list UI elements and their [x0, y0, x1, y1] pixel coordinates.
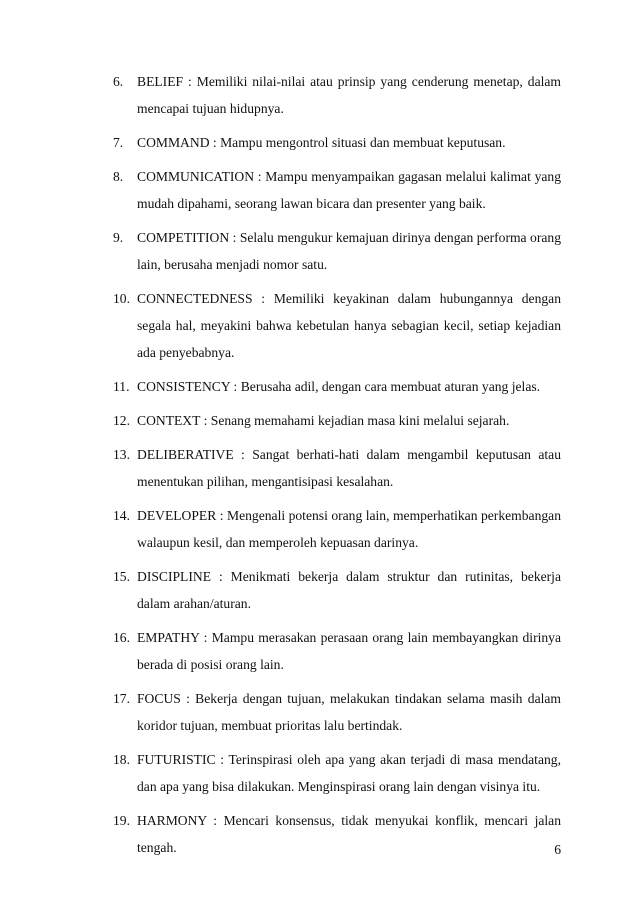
list-item: [113, 224, 561, 278]
list-item-text: EMPATHY : Mampu merasakan perasaan orang lain membayangkan dirinya berada di posisi orang lain.: [137, 630, 561, 672]
list-item: [113, 563, 561, 617]
list-item-number: 14.: [113, 508, 130, 523]
page-number: 6: [554, 842, 561, 857]
list-item: [113, 285, 561, 366]
list-item-number: 10.: [113, 291, 130, 306]
list-item-number: 16.: [113, 630, 130, 645]
list-item-text: COMPETITION : Selalu mengukur kemajuan dirinya dengan performa orang lain, berusaha menjadi nomor satu.: [137, 230, 561, 272]
list-item: [113, 624, 561, 678]
list-item: [113, 746, 561, 800]
list-item-number: 12.: [113, 413, 130, 428]
list-item: [113, 807, 561, 861]
list-item-text: DELIBERATIVE : Sangat berhati-hati dalam mengambil keputusan atau menentukan pilihan, mengantisipasi kesalahan.: [137, 447, 561, 489]
list-item-number: 13.: [113, 447, 130, 462]
list-item-number: 9.: [113, 230, 124, 245]
list-item-text: FOCUS : Bekerja dengan tujuan, melakukan tindakan selama masih dalam koridor tujuan, membuat prioritas lalu bertindak.: [137, 691, 561, 733]
list-item-text: BELIEF : Memiliki nilai-nilai atau prinsip yang cenderung menetap, dalam mencapai tujuan hidupnya.: [137, 74, 561, 116]
list-item-number: 17.: [113, 691, 130, 706]
list-item-number: 7.: [113, 135, 124, 150]
list-item-number: 19.: [113, 813, 130, 828]
list-item: [113, 441, 561, 495]
list-item: [113, 685, 561, 739]
list-item-text: DEVELOPER : Mengenali potensi orang lain, memperhatikan perkembangan walaupun kesil, dan memperoleh kepuasan darinya.: [137, 508, 561, 550]
list-item-text: COMMAND : Mampu mengontrol situasi dan membuat keputusan.: [137, 135, 506, 150]
list-item-number: 15.: [113, 569, 130, 584]
list-item: [113, 163, 561, 217]
list-item-text: CONSISTENCY : Berusaha adil, dengan cara membuat aturan yang jelas.: [137, 379, 541, 394]
list-item-number: 8.: [113, 169, 124, 184]
list-item-number: 6.: [113, 74, 124, 89]
list-item-text: CONNECTEDNESS : Memiliki keyakinan dalam hubungannya dengan segala hal, meyakini bahwa kebetulan hanya sebagian kecil, setiap kejadian ada penyebabnya.: [137, 291, 561, 360]
strengths-list: [113, 68, 561, 868]
list-item-text: DISCIPLINE : Menikmati bekerja dalam struktur dan rutinitas, bekerja dalam arahan/aturan.: [137, 569, 561, 611]
list-item: [113, 407, 561, 434]
list-item-text: FUTURISTIC : Terinspirasi oleh apa yang akan terjadi di masa mendatang, dan apa yang bisa dilakukan. Menginspirasi orang lain dengan visinya itu.: [137, 752, 561, 794]
list-item-text: COMMUNICATION : Mampu menyampaikan gagasan melalui kalimat yang mudah dipahami, seorang lawan bicara dan presenter yang baik.: [137, 169, 561, 211]
list-item-text: CONTEXT : Senang memahami kejadian masa kini melalui sejarah.: [137, 413, 510, 428]
list-item-number: 18.: [113, 752, 130, 767]
list-item-number: 11.: [113, 379, 130, 394]
list-item: [113, 373, 561, 400]
list-item: [113, 502, 561, 556]
list-item: [113, 129, 561, 156]
list-item-text: HARMONY : Mencari konsensus, tidak menyukai konflik, mencari jalan tengah.: [137, 813, 561, 855]
list-item: [113, 68, 561, 122]
